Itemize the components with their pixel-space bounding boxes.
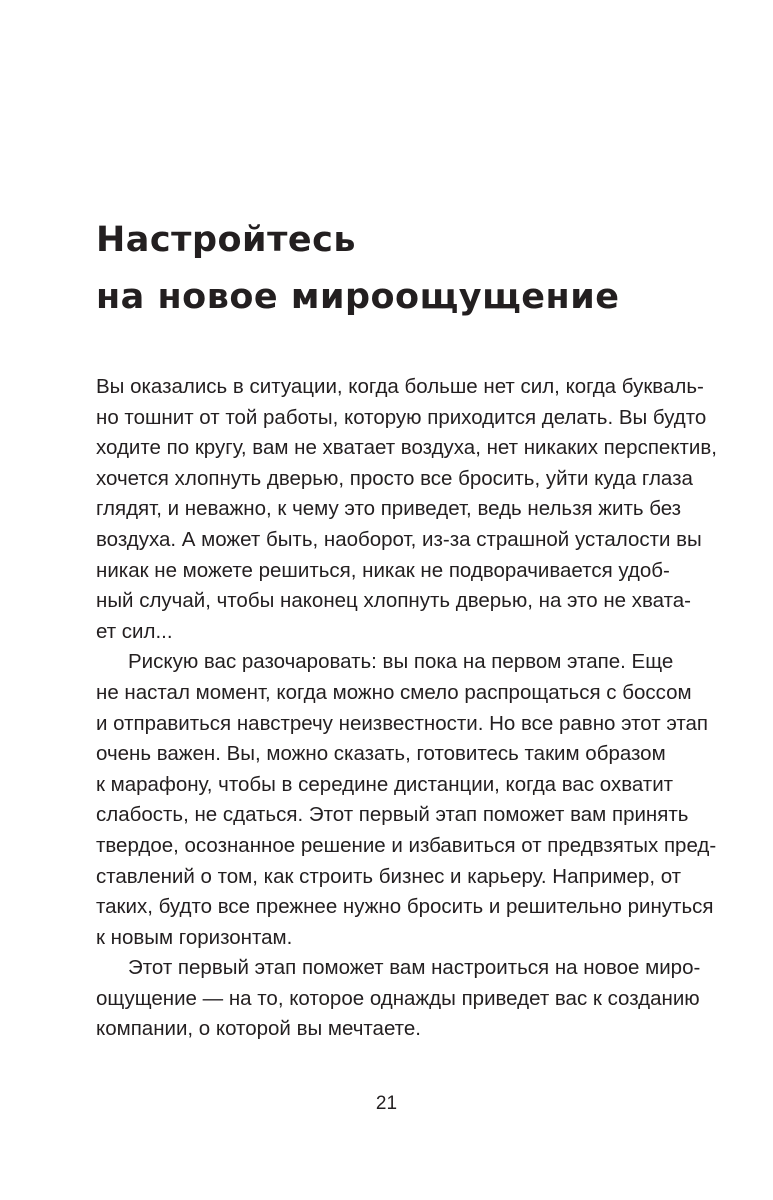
- text-line: ет сил...: [96, 619, 173, 643]
- paragraph-1: [96, 372, 717, 647]
- text-line: воздуха. А может быть, наоборот, из-за страшной усталости вы: [96, 527, 702, 551]
- text-line: ходите по кругу, вам не хватает воздуха, нет никаких перспектив,: [96, 436, 717, 460]
- page-number: 21: [375, 1093, 398, 1114]
- text-line: слабость, не сдаться. Этот первый этап поможет вам принять: [96, 803, 689, 827]
- text-line: к марафону, чтобы в середине дистанции, когда вас охватит: [96, 772, 674, 796]
- text-line: очень важен. Вы, можно сказать, готовитесь таким образом: [96, 742, 666, 766]
- text-line: глядят, и неважно, к чему это приведет, ведь нельзя жить без: [96, 497, 682, 521]
- text-line: Вы оказались в ситуации, когда больше нет сил, когда букваль-: [96, 375, 704, 398]
- text-line: хочется хлопнуть дверью, просто все бросить, уйти куда глаза: [96, 466, 693, 490]
- text-line: к новым горизонтам.: [96, 925, 293, 949]
- text-line: ный случай, чтобы наконец хлопнуть дверью, на это не хвата-: [96, 589, 691, 613]
- text-line: ощущение — на то, которое однажды приведет вас к созданию: [96, 986, 700, 1010]
- text-line: ставлений о том, как строить бизнес и карьеру. Например, от: [96, 864, 682, 888]
- body-text: [96, 372, 717, 1045]
- chapter-title-line-1: Настройтесь: [96, 220, 356, 260]
- text-line: Рискую вас разочаровать: вы пока на первом этапе. Еще: [128, 650, 674, 674]
- text-line: никак не можете решиться, никак не подворачивается удоб-: [96, 558, 670, 582]
- text-line: не настал момент, когда можно смело распрощаться с боссом: [96, 680, 692, 704]
- paragraph-2: [96, 647, 717, 953]
- text-line: компании, о которой вы мечтаете.: [96, 1017, 421, 1041]
- text-line: и отправиться навстречу неизвестности. Но все равно этот этап: [96, 711, 708, 735]
- chapter-title-line-2: на новое мироощущение: [96, 277, 620, 317]
- text-line: твердое, осознанное решение и избавиться от предвзятых пред-: [96, 833, 717, 857]
- paragraph-3: [96, 953, 701, 1045]
- chapter-title: [96, 212, 620, 326]
- text-line: но тошнит от той работы, которую приходится делать. Вы будто: [96, 405, 707, 429]
- text-line: таких, будто все прежнее нужно бросить и решительно ринуться: [96, 895, 714, 919]
- text-line: Этот первый этап поможет вам настроиться на новое миро-: [128, 956, 701, 980]
